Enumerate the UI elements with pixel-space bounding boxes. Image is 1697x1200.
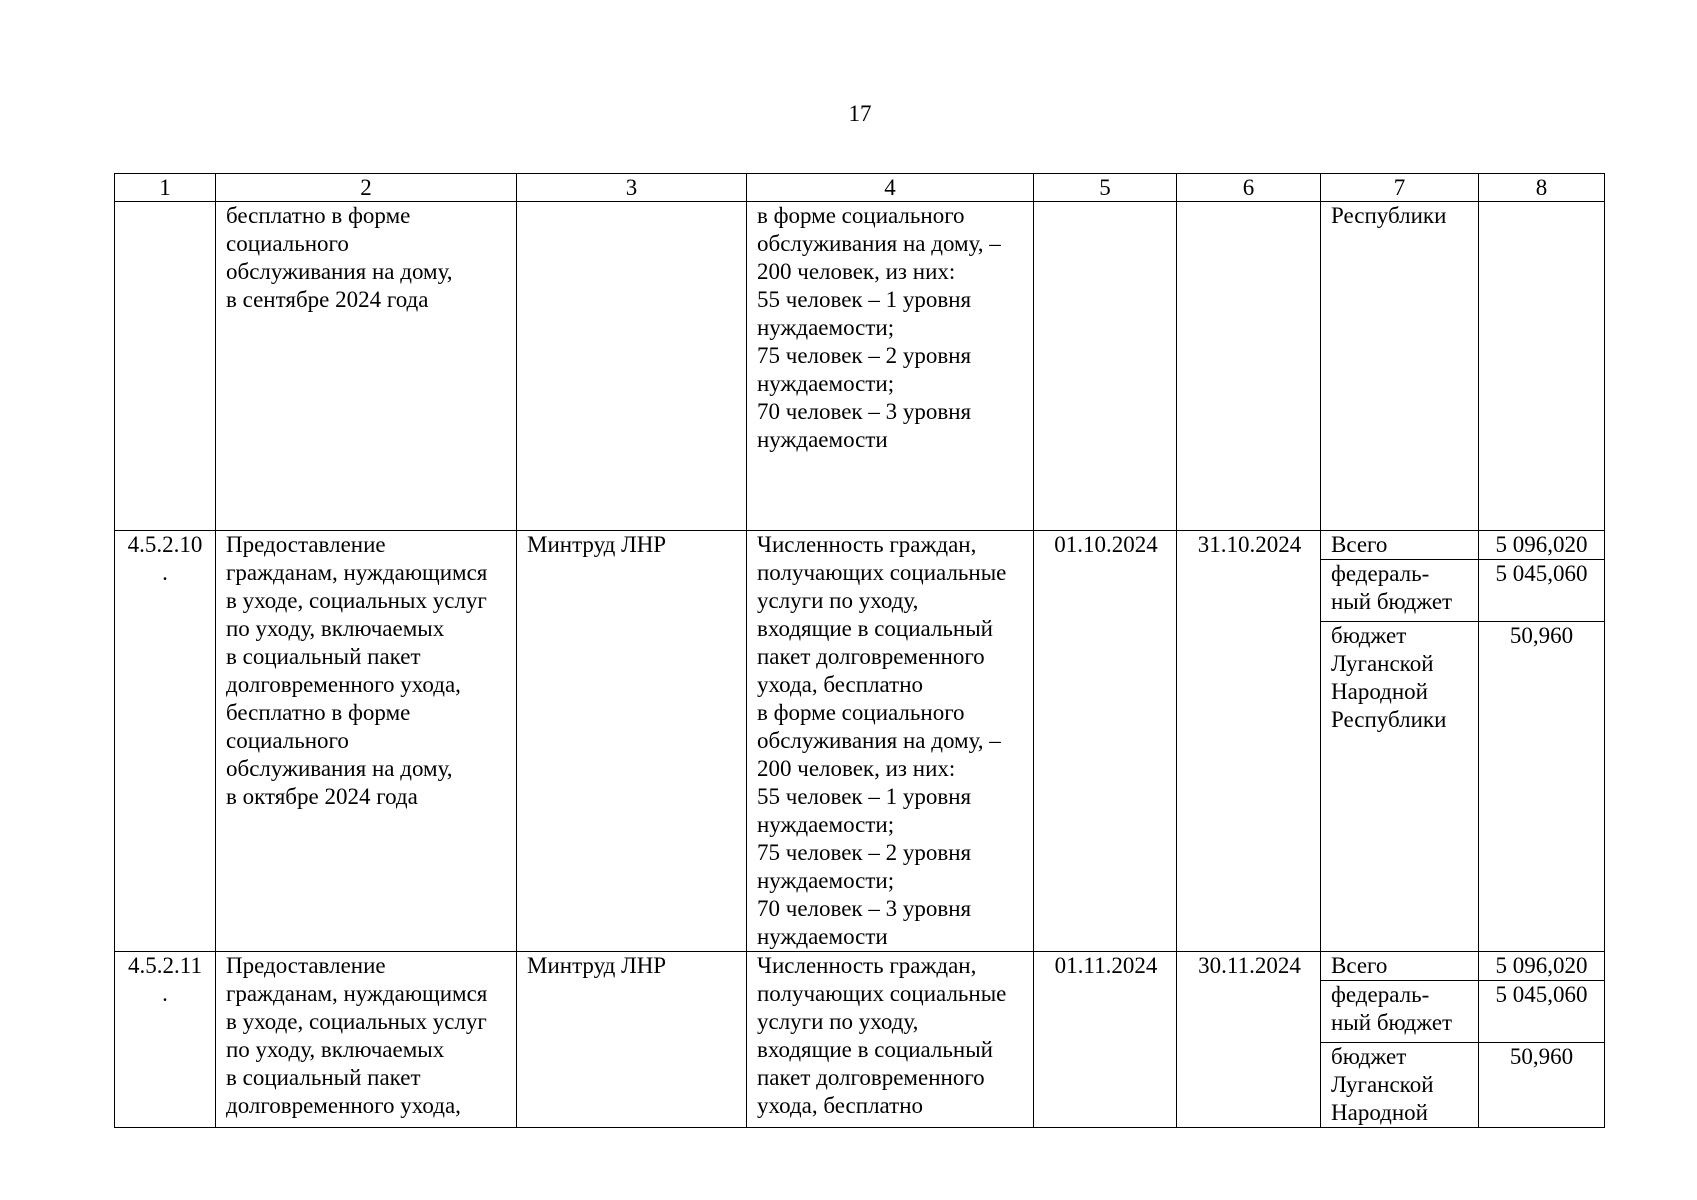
column-number: 2	[216, 174, 517, 202]
indicator-description: в форме социального обслуживания на дому, – 200 человек, из них: 55 человек – 1 уровня нуждаемости; 75 человек – 2 уровня нуждаемости; 70 человек – 3 уровня нуждаемости	[747, 202, 1034, 531]
column-number: 4	[747, 174, 1034, 202]
page-number: 17	[848, 101, 872, 126]
funding-amount	[1479, 202, 1605, 531]
measure-description: Предоставление гражданам, нуждающимся в уходе, социальных услуг по уходу, включаемых в социальный пакет долговременного ухода,	[216, 952, 517, 1128]
continuation-row	[115, 202, 1605, 531]
table-row	[115, 952, 1605, 981]
end-date-cell	[1177, 202, 1321, 531]
column-number: 6	[1177, 174, 1321, 202]
table-row	[115, 531, 1605, 560]
start-date: 01.11.2024	[1034, 952, 1177, 1128]
funding-source: Всего	[1321, 952, 1479, 981]
column-number: 3	[517, 174, 747, 202]
indicator-description: Численность граждан, получающих социальные услуги по уходу, входящие в социальный пакет долговременного ухода, бесплатно	[747, 952, 1034, 1128]
end-date: 30.11.2024	[1177, 952, 1321, 1128]
funding-amount: 50,960	[1479, 1043, 1605, 1128]
measure-description: бесплатно в форме социального обслуживания на дому, в сентябре 2024 года	[216, 202, 517, 531]
funding-source: Всего	[1321, 531, 1479, 560]
column-number: 1	[115, 174, 216, 202]
funding-source: федераль- ный бюджет	[1321, 560, 1479, 622]
column-numbers-row	[115, 174, 1605, 202]
indicator-description: Численность граждан, получающих социальные услуги по уходу, входящие в социальный пакет долговременного ухода, бесплатно в форме социального обслуживания на дому, – 200 человек, из них: 55 человек – 1 уровня нуждаемости; 75 человек – 2 уровня нуждаемости; 70 человек – 3 уровня нуждаемости	[747, 531, 1034, 952]
funding-amount: 5 096,020	[1479, 952, 1605, 981]
item-number-cell	[115, 202, 216, 531]
executor: Минтруд ЛНР	[517, 531, 747, 952]
funding-source: бюджет Луганской Народной Республики	[1321, 622, 1479, 952]
column-number: 7	[1321, 174, 1479, 202]
funding-amount: 5 096,020	[1479, 531, 1605, 560]
funding-amount: 5 045,060	[1479, 981, 1605, 1043]
funding-source: бюджет Луганской Народной	[1321, 1043, 1479, 1128]
measure-description: Предоставление гражданам, нуждающимся в уходе, социальных услуг по уходу, включаемых в социальный пакет долговременного ухода, бесплатно в форме социального обслуживания на дому, в октябре 2024 года	[216, 531, 517, 952]
funding-amount: 5 045,060	[1479, 560, 1605, 622]
funding-amount: 50,960	[1479, 622, 1605, 952]
funding-source: федераль- ный бюджет	[1321, 981, 1479, 1043]
executor-cell	[517, 202, 747, 531]
funding-source: Республики	[1321, 202, 1479, 531]
item-number: 4.5.2.11 .	[115, 952, 216, 1128]
measures-table	[114, 173, 1605, 1128]
start-date-cell	[1034, 202, 1177, 531]
executor: Минтруд ЛНР	[517, 952, 747, 1128]
end-date: 31.10.2024	[1177, 531, 1321, 952]
column-number: 8	[1479, 174, 1605, 202]
item-number: 4.5.2.10 .	[115, 531, 216, 952]
column-number: 5	[1034, 174, 1177, 202]
start-date: 01.10.2024	[1034, 531, 1177, 952]
